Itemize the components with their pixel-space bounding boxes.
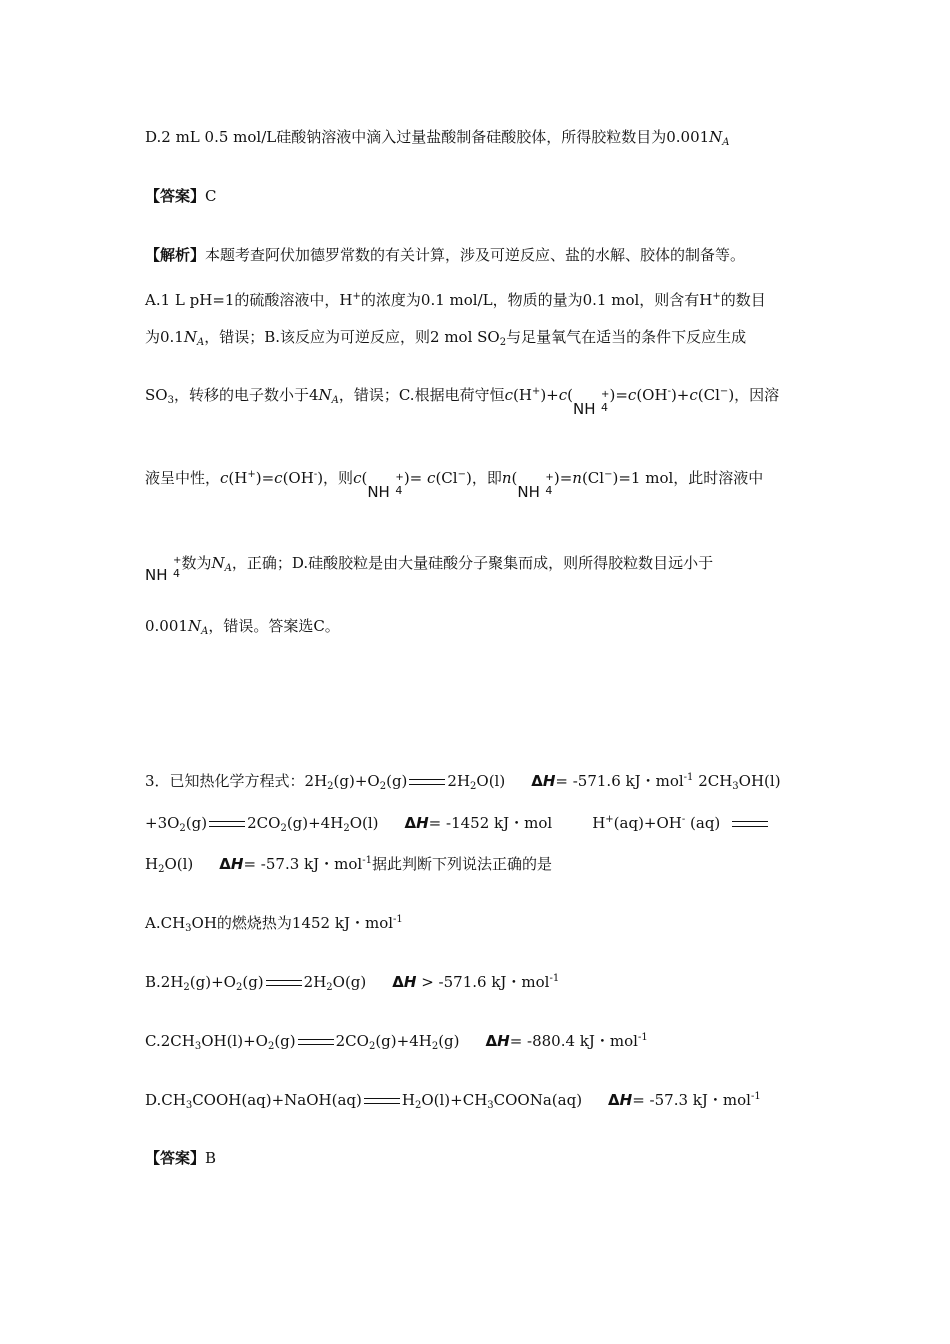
answer-line-2: 【答案】B [145, 1149, 217, 1167]
question-3-option-d: $D.CH_3COOH(aq)+NaOH(aq)$ $H_2O(l)+CH_3COONa(aq)$ ΔH= -57.3 kJ・mol$^{-1}$ [145, 1091, 761, 1111]
ammonium-ion: NH + 4 [573, 389, 610, 418]
equilibrium-sign [732, 821, 768, 827]
option-d-text: D.2 mL 0.5 mol/L硅酸钠溶液中滴入过量盐酸制备硅酸胶体，所得胶粒数目为$0.001N_A$ [145, 128, 730, 148]
analysis-line-e: NH + 4 数为$N_A$，正确；D.硅酸胶粒是由大量硅酸分子聚集而成，则所得胶粒数目远小于 [145, 554, 714, 584]
analysis-line-b: 为$0.1N_A$，错误；B.该反应为可逆反应，则2 mol $SO_2$与足量氧气在适当的条件下反应生成 [145, 328, 747, 348]
question-3-line-2: $+3O_2(g)$ $2CO_2(g)+4H_2O(l)$ ΔH= -1452 kJ・mol H+(aq)+OH- (aq) [145, 812, 770, 834]
ammonium-ion: NH + 4 [367, 472, 404, 501]
question-3-option-a: $A.CH_3OH$的燃烧热为1452 kJ・mol$^{-1}$ [145, 914, 403, 934]
equilibrium-sign [209, 821, 245, 827]
equilibrium-sign [298, 1039, 334, 1045]
ammonium-ion: NH + 4 [517, 472, 554, 501]
question-3-option-c: $C.2CH_3OH(l)+O_2(g)$ $2CO_2(g)+4H_2(g)$ ΔH= -880.4 kJ・mol$^{-1}$ [145, 1032, 648, 1052]
analysis-line-f: $0.001N_A$，错误。答案选C。 [145, 617, 340, 637]
analysis-line-a: A.1 L pH=1的硫酸溶液中，H+的浓度为0.1 mol/L，物质的量为0.1 mol，则含有H+的数目 [145, 291, 766, 309]
analysis-heading: 【解析】本题考查阿伏加德罗常数的有关计算，涉及可逆反应、盐的水解、胶体的制备等。 [145, 246, 746, 264]
question-3-line-3: $H_2O(l)$ ΔH= -57.3 kJ・mol$^{-1}$据此判断下列说法正确的是 [145, 855, 552, 875]
equilibrium-sign [409, 779, 445, 785]
answer-line-1: 【答案】C [145, 187, 217, 205]
question-3-line-1: 3．已知热化学方程式：$2H_2(g)+O_2(g)$ $2H_2O(l)$ ΔH= -571.6 kJ・mol$^{-1}$ $2CH_3OH(l)$ [145, 772, 781, 792]
question-3-option-b: $B.2H_2(g)+O_2(g)$ $2H_2O(g) \Delta H > -571.6$ kJ・mol$^{-1}$ [145, 973, 560, 993]
ammonium-ion: NH + 4 [145, 555, 182, 584]
analysis-line-d: 液呈中性，c(H+)=c(OH-)，则c(NH + 4 )= c(Cl−)，即n(NH + 4 )=n(Cl−)=1 mol，此时溶液中 [145, 469, 764, 501]
equilibrium-sign [364, 1098, 400, 1104]
analysis-line-c: $SO_3$，转移的电子数小于$4N_A$，错误；C.根据电荷守恒c(H+)+c(NH + 4 )=c(OH-)+c(Cl−)，因溶 [145, 386, 780, 418]
equilibrium-sign [266, 980, 302, 986]
